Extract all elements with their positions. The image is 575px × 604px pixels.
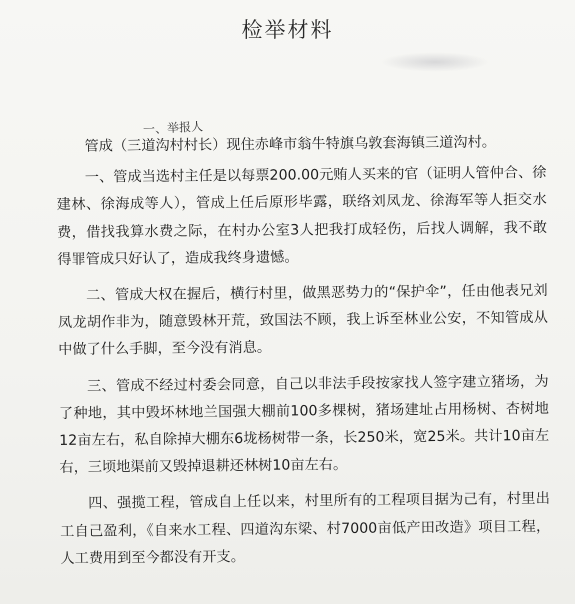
- document-body: [56, 129, 551, 582]
- handwritten-note: 一、举报人: [142, 119, 204, 137]
- paragraph-2: 二、管成大权在握后，横行村里，做黑恶势力的“保护伞”，任由他表兄刘凤龙胡作非为，随意毁林开荒，致国法不顾，我上诉至林业公安，不知管成从中做了什么手脚，至今没有消息。: [57, 282, 549, 359]
- document-title: 检举材料: [241, 18, 334, 42]
- faint-mark: [413, 343, 426, 360]
- paragraph-4: 四、强揽工程，管成自上任以来，村里所有的工程项目据为己有，村里出工自己盈利，《自来水工程、四道沟东梁、村7000亩低产田改造》项目工程，人工费用到至今都没有开支。: [60, 491, 551, 567]
- paragraph-1: 一、管成当选村主任是以每票200.00元贿人买来的官（证明人管仲合、徐建林、徐海成等人），管成上任后原形毕露，联络刘凤龙、徐海军等人拒交水费，借找我算水费之际，在村办公室3人把我打成轻伤，后找人调解，我不敢得罪管成只好认了，造成我终身遗憾。: [56, 165, 548, 268]
- intro-paragraph: 管成（三道沟村村长）现住赤峰市翁牛特旗乌敦套海镇三道沟村。: [84, 134, 497, 155]
- ink-smudge: [380, 52, 490, 72]
- show-through-text: [90, 58, 102, 74]
- paragraph-3: 三、管成不经过村委会同意，自己以非法手段按家找人签字建立猪场，为了种地，其中毁坏林地兰国强大棚前100多棵树，猪场建址占用杨树、杏树地12亩左右，私自除掉大棚东6垅杨树带一条，长250米，宽25米。共计10亩左右，三顷地渠前又毁掉退耕还林树10亩左右。: [58, 373, 550, 477]
